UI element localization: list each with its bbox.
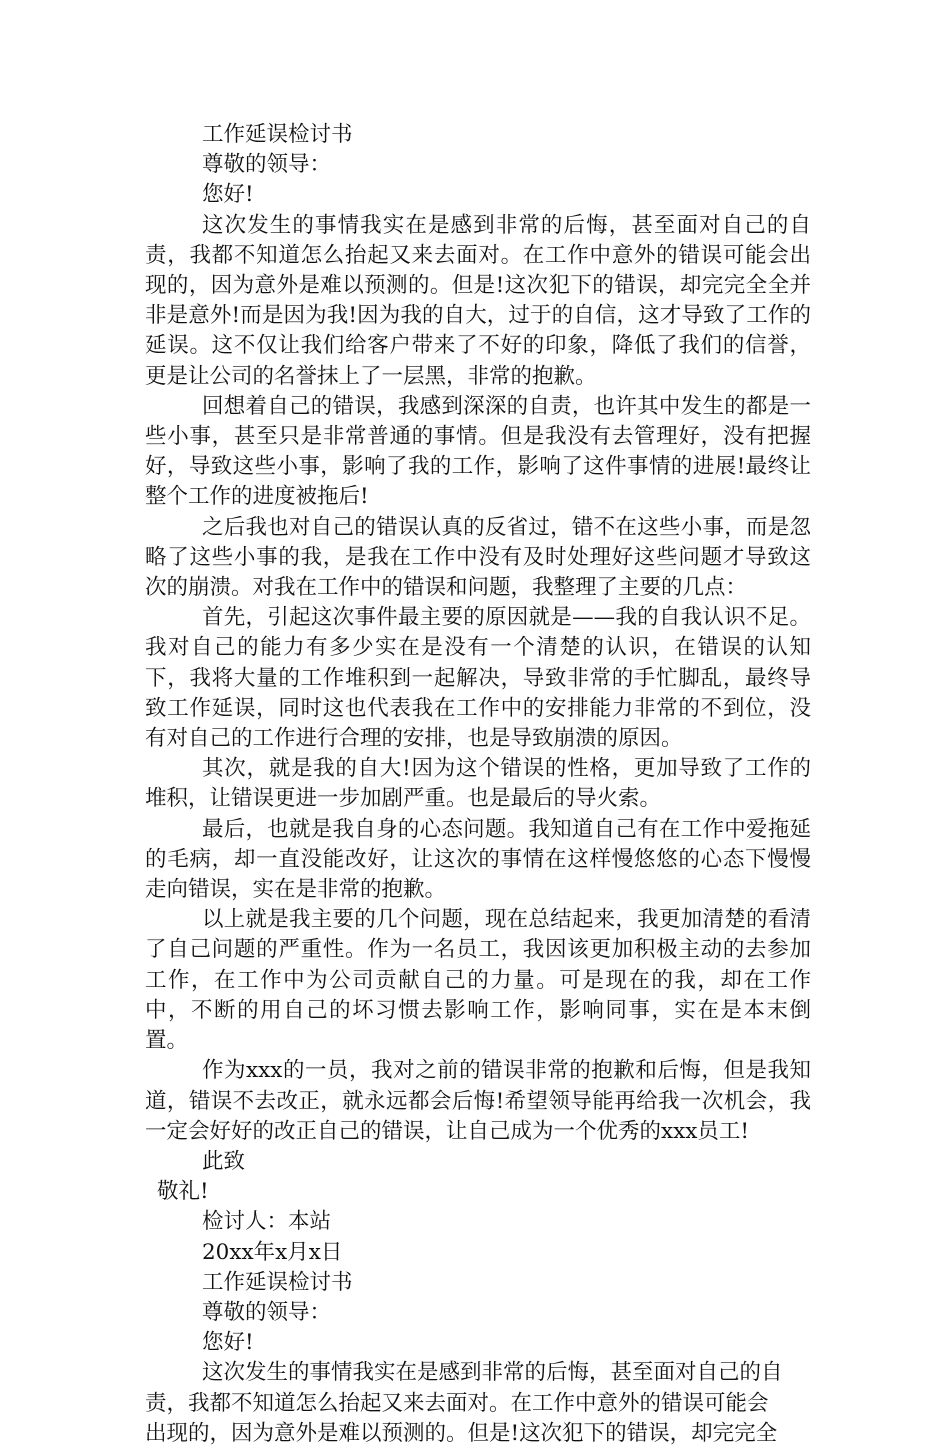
salutation: 尊敬的领导： — [202, 152, 332, 178]
repeat-line-1: 这次发生的事情我实在是感到非常的后悔，甚至面对自己的自 — [202, 1360, 783, 1386]
greeting: 您好! — [202, 182, 254, 208]
repeat-greeting: 您好! — [202, 1330, 254, 1356]
document-page — [145, 120, 811, 1449]
repeat-line-2: 责，我都不知道怎么抬起又来去面对。在工作中意外的错误可能会 — [145, 1390, 769, 1416]
paragraph-5: 其次，就是我的自大!因为这个错误的性格，更加导致了工作的堆积，让错误更进一步加剧严重。也是最后的导火索。 — [145, 756, 811, 812]
repeat-title: 工作延误检讨书 — [202, 1269, 353, 1295]
paragraph-7: 以上就是我主要的几个问题，现在总结起来，我更加清楚的看清了自己问题的严重性。作为一名员工，我因该更加积极主动的去参加工作，在工作中为公司贡献自己的力量。可是现在的我，却在工作中，不断的用自己的坏习惯去影响工作，影响同事，实在是本末倒置。 — [145, 907, 811, 1054]
doc-title: 工作延误检讨书 — [202, 122, 353, 147]
closing-line-2: 敬礼! — [157, 1179, 209, 1205]
closing-line-1: 此致 — [202, 1148, 246, 1174]
paragraph-8: 作为xxx的一员，我对之前的错误非常的抱歉和后悔，但是我知道，错误不去改正，就永远都会后悔!希望领导能再给我一次机会，我一定会好好的改正自己的错误，让自己成为一个优秀的xxx员工! — [145, 1058, 811, 1144]
paragraph-6: 最后，也就是我自身的心态问题。我知道自己有在工作中爱拖延的毛病，却一直没能改好，让这次的事情在这样慢悠悠的心态下慢慢走向错误，实在是非常的抱歉。 — [145, 816, 811, 903]
paragraph-1: 这次发生的事情我实在是感到非常的后悔，甚至面对自己的自责，我都不知道怎么抬起又来去面对。在工作中意外的错误可能会出现的，因为意外是难以预测的。但是!这次犯下的错误，却完完全全并非是意外!而是因为我!因为我的自大，过于的自信，这才导致了工作的延误。这不仅让我们给客户带来了不好的印象，降低了我们的信誉，更是让公司的名誉抹上了一层黑，非常的抱歉。 — [145, 212, 811, 389]
paragraph-3: 之后我也对自己的错误认真的反省过，错不在这些小事，而是忽略了这些小事的我，是我在工作中没有及时处理好这些问题才导致这次的崩溃。对我在工作中的错误和问题，我整理了主要的几点： — [145, 514, 811, 601]
signer: 检讨人：本站 — [202, 1209, 332, 1235]
paragraph-4: 首先，引起这次事件最主要的原因就是——我的自我认识不足。我对自己的能力有多少实在是没有一个清楚的认识，在错误的认知下，我将大量的工作堆积到一起解决，导致非常的手忙脚乱，最终导致工作延误，同时这也代表我在工作中的安排能力非常的不到位，没有对自己的工作进行合理的安排，也是导致崩溃的原因。 — [145, 605, 811, 752]
paragraph-2: 回想着自己的错误，我感到深深的自责，也许其中发生的都是一些小事，甚至只是非常普通的事情。但是我没有去管理好，没有把握好，导致这些小事，影响了我的工作，影响了这件事情的进展!最终让整个工作的进度被拖后! — [145, 393, 811, 510]
date: 20xx年x月x日 — [202, 1239, 343, 1265]
repeat-line-3: 出现的，因为意外是难以预测的。但是!这次犯下的错误，却完完全 — [145, 1420, 778, 1446]
repeat-salutation: 尊敬的领导： — [202, 1299, 332, 1325]
